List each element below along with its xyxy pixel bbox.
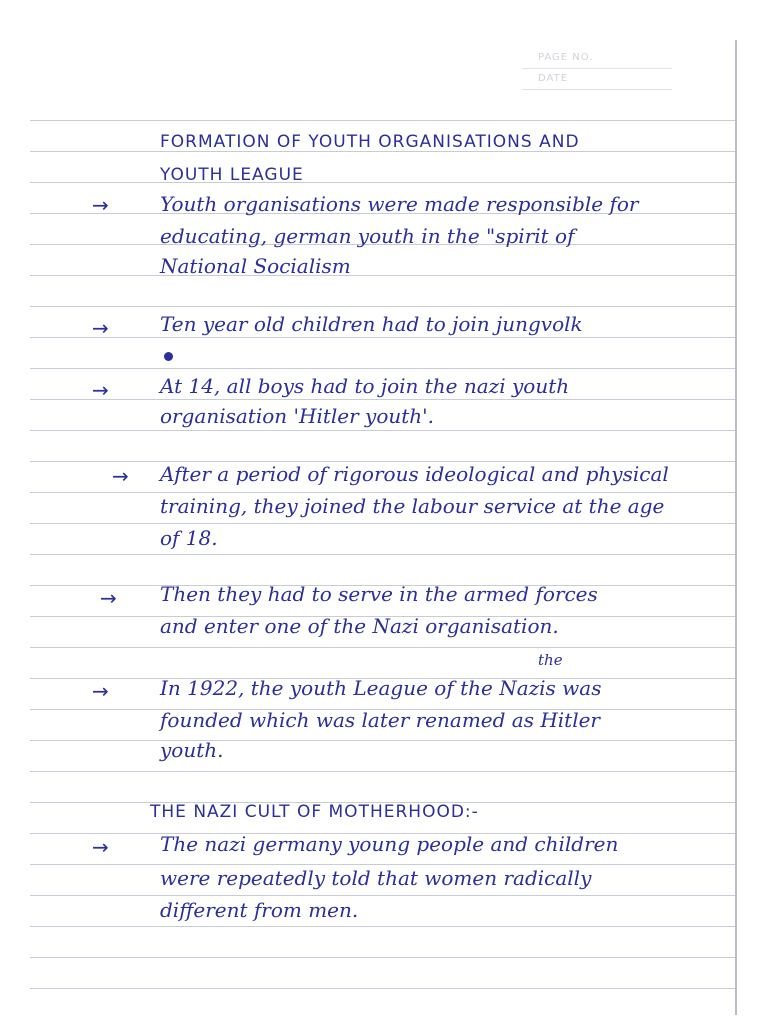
- ruled-line: [30, 864, 736, 865]
- heading-nazi-cult: THE NAZI CULT OF MOTHERHOOD:-: [150, 802, 479, 822]
- last-point-line-1: The nazi germany young people and children: [160, 832, 619, 856]
- ruled-line: [30, 647, 736, 648]
- ruled-line: [30, 275, 736, 276]
- ruled-line: [30, 988, 736, 989]
- point-5-line-1: Then they had to serve in the armed forces: [160, 582, 598, 606]
- heading-formation-line1: FORMATION OF YOUTH ORGANISATIONS AND: [160, 132, 580, 152]
- bullet-arrow-icon: →: [92, 679, 109, 703]
- point-1-line-1: Youth organisations were made responsible for: [160, 192, 639, 216]
- ink-blot: [164, 352, 173, 361]
- bullet-arrow-icon: →: [92, 378, 109, 402]
- ruled-line: [30, 399, 736, 400]
- point-6-line-3: youth.: [160, 738, 224, 762]
- point-1-line-2: educating, german youth in the "spirit of: [160, 224, 575, 248]
- last-point-line-3: different from men.: [160, 898, 359, 922]
- ruled-line: [30, 895, 736, 896]
- ruled-line: [30, 740, 736, 741]
- page-no-label: PAGE NO.: [522, 48, 672, 69]
- ruled-line: [30, 182, 736, 183]
- bullet-arrow-icon: →: [92, 835, 109, 859]
- ruled-line: [30, 368, 736, 369]
- point-4-line-2: training, they joined the labour service at the age: [160, 494, 665, 518]
- ruled-line: [30, 120, 736, 121]
- ruled-line: [30, 523, 736, 524]
- heading-formation-line2: YOUTH LEAGUE: [160, 165, 304, 185]
- point-5-line-2: and enter one of the Nazi organisation.: [160, 614, 559, 638]
- point-2-line-1: Ten year old children had to join jungvolk: [160, 312, 583, 336]
- last-point-line-2: were repeatedly told that women radically: [160, 866, 592, 890]
- point-3-line-2: organisation 'Hitler youth'.: [160, 404, 435, 428]
- bullet-arrow-icon: →: [92, 316, 109, 340]
- point-3-line-1: At 14, all boys had to join the nazi youth: [160, 374, 570, 398]
- bullet-arrow-icon: →: [112, 464, 129, 488]
- bullet-arrow-icon: →: [92, 193, 109, 217]
- ruled-line: [30, 926, 736, 927]
- ruled-line: [30, 771, 736, 772]
- point-6-line-1: In 1922, the youth League of the Nazis was: [160, 676, 602, 700]
- point-4-line-1: After a period of rigorous ideological and physical: [160, 462, 669, 486]
- page-date-box: [522, 48, 672, 100]
- ruled-line: [30, 306, 736, 307]
- point-6-insertion: the: [538, 651, 563, 669]
- ruled-line: [30, 492, 736, 493]
- margin-line: [735, 40, 737, 1015]
- point-1-line-3: National Socialism: [160, 254, 351, 278]
- ruled-line: [30, 430, 736, 431]
- date-label: DATE: [522, 69, 672, 90]
- ruled-line: [30, 554, 736, 555]
- ruled-line: [30, 957, 736, 958]
- ruled-line: [30, 337, 736, 338]
- point-4-line-3: of 18.: [160, 526, 218, 550]
- point-6-line-2: founded which was later renamed as Hitler: [160, 708, 600, 732]
- bullet-arrow-icon: →: [100, 586, 117, 610]
